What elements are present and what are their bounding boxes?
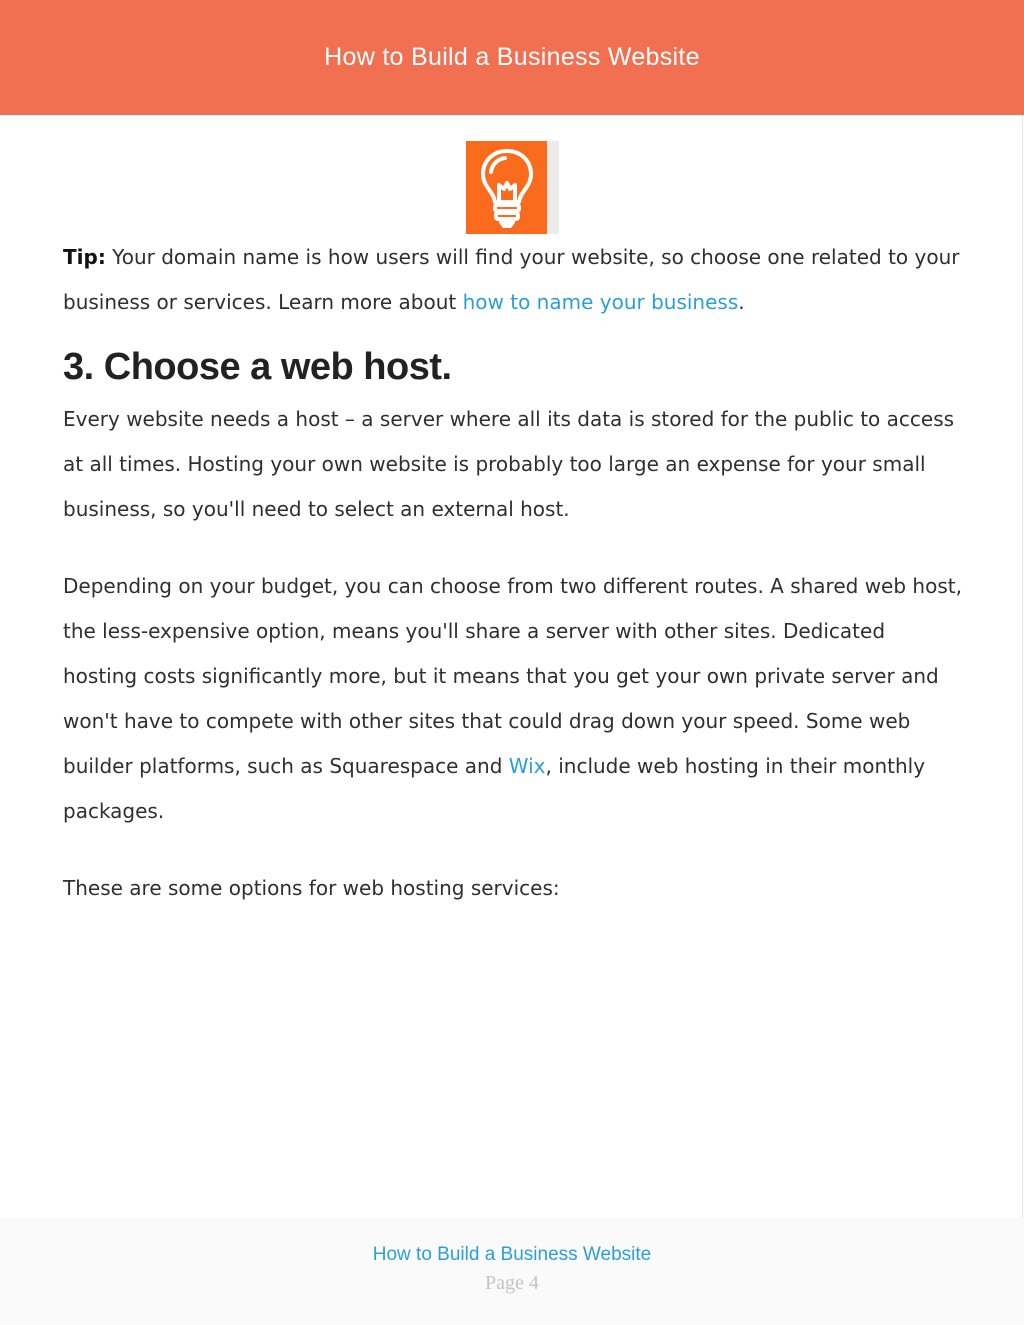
how-to-name-business-link[interactable]: how to name your business	[462, 290, 739, 314]
section-heading: 3. Choose a web host.	[63, 346, 452, 388]
paragraph-gap	[63, 834, 963, 866]
wix-link[interactable]: Wix	[508, 754, 546, 778]
paragraph-gap	[63, 532, 963, 564]
icon-shadow	[547, 141, 559, 234]
hosting-services-intro: These are some options for web hosting services:	[63, 876, 560, 900]
page-header	[0, 0, 1024, 115]
lightbulb-icon	[466, 141, 547, 234]
page-footer	[0, 1218, 1024, 1325]
host-intro-paragraph: Every website needs a host – a server where all its data is stored for the public to access at all times. Hosting your own website is probably too large an expense for your small business, so you'll need to select an external host.	[63, 407, 955, 521]
lightbulb-icon-graphic	[475, 145, 539, 231]
page-edge-rule	[1022, 115, 1023, 1218]
header-title: How to Build a Business Website	[324, 43, 700, 71]
host-options-text-end: , include web hosting in their monthly packages.	[63, 754, 926, 823]
page-content	[63, 235, 963, 911]
host-options-text: Depending on your budget, you can choose from two different routes. A shared web host, the less-expensive option, means you'll share a server with other sites. Dedicated hosting costs significantly more, but it means that you get your own private server and won't have to compete with other sites that could drag down your speed. Some web builder platforms, such as Squarespace and	[63, 574, 962, 778]
tip-text: Your domain name is how users will find your website, so choose one related to your business or services. Learn more about	[63, 245, 960, 314]
tip-label: Tip:	[63, 245, 106, 269]
tip-paragraph	[63, 235, 963, 325]
host-options-paragraph	[63, 564, 963, 834]
tip-text-end: .	[738, 290, 745, 314]
footer-title: How to Build a Business Website	[372, 1244, 652, 1265]
page-number: Page 4	[485, 1272, 539, 1294]
